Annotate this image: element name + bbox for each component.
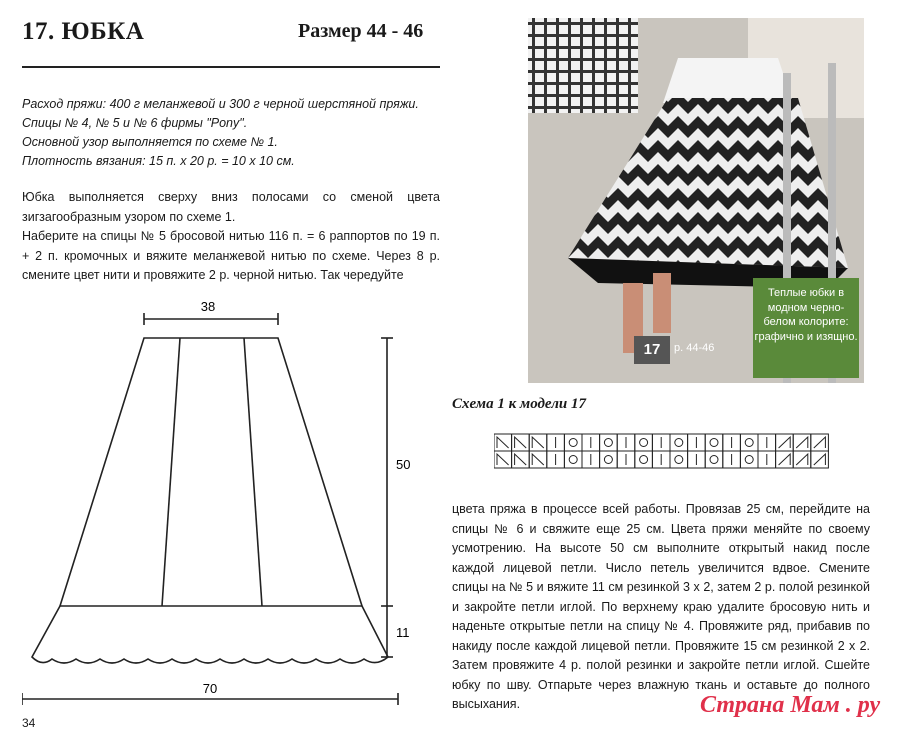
decrease-symbol bbox=[814, 454, 826, 465]
decrease-symbol bbox=[497, 437, 509, 448]
page-number: 34 bbox=[22, 716, 36, 730]
decrease-symbol bbox=[796, 437, 808, 448]
chart-cell bbox=[635, 434, 653, 451]
chart-cell bbox=[705, 434, 723, 451]
decrease-symbol bbox=[796, 454, 808, 465]
instructions-right: цвета пряжа в процессе всей работы. Провязав 25 см, перейдите на спицы № 6 и свяжите еще 25 см. Цвета пряжи меняйте по своему усмотрению. На высоте 50 см выполните открытый накид после каждой лицевой петли. Число петель увеличится вдвое. Смените спицы на № 5 и вяжите 11 см резинкой 3 х 2, затем 2 р. полой резинкой и закройте петли иглой. По верхнему краю удалите бросовую нить и наденьте открытые петли на спицу № 4. Провяжите ряд, прибавив по накиду после каждой лицевой петли. Провяжите 15 см резинкой 2 х 2. Затем провяжите 4 р. полой резинки и закройте петли иглой. Сшейте юбку по шву. Отпарьте через влажную ткань и оставьте до полного высыхания. bbox=[452, 502, 870, 711]
yarn-over-symbol bbox=[604, 456, 612, 464]
decrease-symbol bbox=[515, 454, 527, 465]
chart-cell bbox=[564, 434, 582, 451]
chart-cell bbox=[705, 451, 723, 468]
size-label: Размер 44 - 46 bbox=[298, 20, 424, 42]
yarn-over-symbol bbox=[745, 439, 753, 447]
dim-top: 38 bbox=[200, 299, 216, 314]
paragraph: Юбка выполняется сверху вниз полосами со сменой цвета зигзагообразным узором по схеме 1. bbox=[22, 190, 440, 224]
decrease-symbol bbox=[814, 437, 826, 448]
instructions-left bbox=[22, 188, 440, 286]
chart-cell bbox=[635, 451, 653, 468]
chart-cell bbox=[564, 451, 582, 468]
decrease-symbol bbox=[497, 454, 509, 465]
schema-title: Схема 1 к модели 17 bbox=[452, 396, 587, 412]
yarn-over-symbol bbox=[710, 456, 718, 464]
dim-height-ruffle: 11 bbox=[396, 625, 410, 640]
decrease-symbol bbox=[779, 454, 791, 465]
knitting-chart bbox=[494, 433, 834, 471]
dim-bottom: 70 bbox=[202, 681, 218, 696]
yarn-over-symbol bbox=[745, 456, 753, 464]
yarn-over-symbol bbox=[640, 456, 648, 464]
yarn-over-symbol bbox=[675, 456, 683, 464]
decrease-symbol bbox=[515, 437, 527, 448]
page-title: 17. ЮБКА bbox=[22, 18, 145, 45]
yarn-over-symbol bbox=[604, 439, 612, 447]
photo-caption: Теплые юбки в модном черно-белом колорите: графично и изящно. bbox=[753, 278, 859, 378]
chart-cell bbox=[670, 434, 688, 451]
chart-cell bbox=[600, 434, 618, 451]
decrease-symbol bbox=[779, 437, 791, 448]
chart-cell bbox=[740, 434, 758, 451]
yarn-over-symbol bbox=[569, 456, 577, 464]
title-rule bbox=[22, 66, 440, 68]
chart-cell bbox=[600, 451, 618, 468]
paragraph: Наберите на спицы № 5 бросовой нитью 116 п. = 6 раппортов по 19 п. + 2 п. кромочных и вяжите меланжевой нитью по схеме. Через 8 р. смените цвет нити и провяжите 2 р. черной нитью. Так чередуйте bbox=[22, 229, 440, 282]
materials-line: Основной узор выполняется по схеме № 1. bbox=[22, 135, 278, 149]
materials-line: Спицы № 4, № 5 и № 6 фирмы "Pony". bbox=[22, 116, 248, 130]
photo-size-label: р. 44-46 bbox=[674, 342, 715, 354]
materials-line: Плотность вязания: 15 п. х 20 р. = 10 х 10 см. bbox=[22, 154, 295, 168]
yarn-over-symbol bbox=[710, 439, 718, 447]
skirt-schematic bbox=[22, 295, 442, 715]
site-watermark: Страна Мам . ру bbox=[700, 692, 881, 718]
model-number-badge: 17 bbox=[634, 336, 670, 364]
chart-cell bbox=[740, 451, 758, 468]
chart-cell bbox=[670, 451, 688, 468]
decrease-symbol bbox=[532, 454, 544, 465]
yarn-over-symbol bbox=[569, 439, 577, 447]
decrease-symbol bbox=[532, 437, 544, 448]
materials-line: Расход пряжи: 400 г меланжевой и 300 г черной шерстяной пряжи. bbox=[22, 97, 419, 111]
dim-height-main: 50 bbox=[396, 457, 411, 472]
yarn-over-symbol bbox=[640, 439, 648, 447]
yarn-over-symbol bbox=[675, 439, 683, 447]
